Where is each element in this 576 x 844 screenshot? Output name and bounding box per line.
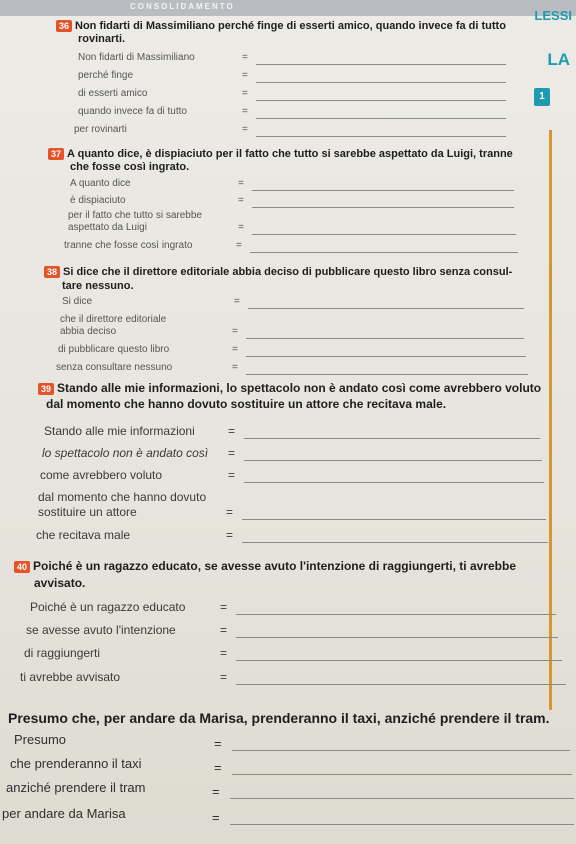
row-label: sostituire un attore — [38, 505, 137, 519]
side-number: 1 — [534, 88, 550, 106]
row-label: quando invece fa di tutto — [78, 106, 187, 117]
answer-blank[interactable] — [256, 118, 506, 119]
equals-sign: = — [228, 446, 236, 460]
answer-blank[interactable] — [252, 207, 514, 208]
row-label: senza consultare nessuno — [56, 362, 173, 373]
equals-sign: = — [226, 505, 234, 519]
exercise-number: 39 — [38, 383, 54, 395]
answer-row — [0, 88, 576, 104]
header-bar — [0, 0, 576, 16]
answer-row — [0, 222, 576, 238]
equals-sign: = — [228, 424, 236, 438]
answer-blank[interactable] — [256, 82, 506, 83]
exercise-number: 40 — [14, 561, 30, 573]
answer-row — [0, 178, 576, 194]
equals-sign: = — [212, 784, 220, 799]
row-label: Presumo — [14, 732, 67, 747]
equals-sign: = — [220, 646, 228, 660]
row-label: A quanto dice — [70, 178, 131, 189]
row-label: che prenderanno il taxi — [10, 756, 142, 771]
answer-blank[interactable] — [256, 136, 506, 137]
row-label: come avrebbero voluto — [40, 468, 163, 482]
equals-sign: = — [242, 124, 248, 135]
exercise-37-prompt — [48, 148, 513, 161]
answer-row — [0, 195, 576, 211]
answer-blank[interactable] — [242, 542, 548, 543]
answer-row — [0, 670, 576, 686]
answer-row — [0, 240, 576, 256]
equals-sign: = — [242, 88, 248, 99]
answer-blank[interactable] — [236, 614, 556, 615]
row-label: per andare da Marisa — [2, 806, 126, 821]
equals-sign: = — [220, 623, 228, 637]
prompt-line: A quanto dice, è dispiaciuto per il fatto che tutto si sarebbe aspettato da Luigi, tranne — [67, 148, 513, 160]
answer-row — [0, 780, 576, 799]
answer-row — [0, 446, 576, 462]
prompt-line: Stando alle mie informazioni, lo spettacolo non è andato così come avrebbero voluto — [57, 381, 542, 395]
exercise-40-prompt-cont: avvisato. — [34, 576, 86, 590]
answer-row — [0, 326, 576, 342]
exercise-38-prompt — [44, 266, 512, 279]
equals-sign: = — [238, 222, 244, 233]
answer-blank[interactable] — [250, 252, 518, 253]
row-label: di raggiungerti — [24, 646, 101, 660]
equals-sign: = — [242, 70, 248, 81]
equals-sign: = — [226, 528, 234, 542]
equals-sign: = — [232, 362, 238, 373]
prompt-line: Non fidarti di Massimiliano perché finge di esserti amico, quando invece fa di tutto — [75, 20, 506, 32]
row-label: tranne che fosse così ingrato — [64, 240, 193, 251]
answer-blank[interactable] — [244, 460, 542, 461]
row-label: di pubblicare questo libro — [58, 344, 170, 355]
row-label: che il direttore editoriale — [60, 314, 167, 325]
row-label: per il fatto che tutto si sarebbe — [68, 210, 202, 221]
answer-row — [0, 362, 576, 378]
answer-blank[interactable] — [236, 684, 566, 685]
exercise-39-prompt — [38, 382, 541, 395]
answer-blank[interactable] — [246, 356, 526, 357]
answer-blank[interactable] — [232, 750, 570, 751]
answer-blank[interactable] — [230, 824, 574, 825]
row-label: anziché prendere il tram — [6, 780, 146, 795]
answer-row — [0, 296, 576, 312]
equals-sign: = — [238, 178, 244, 189]
row-label: dal momento che hanno dovuto — [38, 490, 207, 504]
answer-blank[interactable] — [246, 338, 524, 339]
equals-sign: = — [242, 106, 248, 117]
row-label: ti avrebbe avvisato — [20, 670, 121, 684]
equals-sign: = — [234, 296, 240, 307]
side-label: LA — [547, 50, 570, 69]
answer-blank[interactable] — [236, 660, 562, 661]
row-label: Poiché è un ragazzo educato — [30, 600, 186, 614]
answer-row — [0, 600, 576, 616]
row-label: per rovinarti — [74, 124, 127, 135]
answer-row — [0, 505, 576, 521]
answer-blank[interactable] — [256, 100, 506, 101]
exercise-number: 38 — [44, 266, 60, 278]
answer-blank[interactable] — [256, 64, 506, 65]
row-label: aspettato da Luigi — [68, 222, 147, 233]
equals-sign: = — [236, 240, 242, 251]
row-label: lo spettacolo non è andato così — [42, 446, 209, 460]
equals-sign: = — [228, 468, 236, 482]
exercise-37-prompt-cont: che fosse così ingrato. — [70, 161, 190, 173]
exercise-number: 37 — [48, 148, 64, 160]
answer-blank[interactable] — [244, 438, 540, 439]
side-title: LESSI — [534, 8, 572, 23]
exercise-41-prompt: Presumo che, per andare da Marisa, prenderanno il taxi, anziché prendere il tram. — [8, 710, 550, 726]
exercise-39-prompt-cont: dal momento che hanno dovuto sostituire un attore che recitava male. — [46, 397, 447, 411]
answer-blank[interactable] — [246, 374, 528, 375]
answer-row — [0, 806, 576, 825]
prompt-line: Si dice che il direttore editoriale abbia deciso di pubblicare questo libro senza consul- — [63, 266, 513, 278]
answer-blank[interactable] — [252, 190, 514, 191]
exercise-number: 36 — [56, 20, 72, 32]
row-label: Stando alle mie informazioni — [44, 424, 195, 438]
answer-row — [0, 646, 576, 662]
answer-row — [0, 124, 576, 140]
equals-sign: = — [214, 736, 222, 751]
answer-blank[interactable] — [232, 774, 572, 775]
answer-row — [0, 490, 576, 506]
answer-row — [0, 528, 576, 544]
equals-sign: = — [232, 326, 238, 337]
answer-row — [0, 623, 576, 639]
answer-row — [0, 732, 576, 751]
series-label: CONSOLIDAMENTO — [130, 2, 235, 11]
equals-sign: = — [242, 52, 248, 63]
row-label: Si dice — [62, 296, 93, 307]
answer-blank[interactable] — [248, 308, 524, 309]
answer-blank[interactable] — [244, 482, 544, 483]
exercise-38-prompt-cont: tare nessuno. — [62, 280, 134, 292]
answer-blank[interactable] — [230, 798, 574, 799]
equals-sign: = — [238, 195, 244, 206]
row-label: è dispiaciuto — [70, 195, 126, 206]
equals-sign: = — [232, 344, 238, 355]
equals-sign: = — [212, 810, 220, 825]
answer-blank[interactable] — [236, 637, 558, 638]
answer-row — [0, 468, 576, 484]
exercise-36-prompt — [56, 20, 506, 33]
answer-row — [0, 756, 576, 775]
answer-row — [0, 52, 576, 68]
answer-row — [0, 70, 576, 86]
row-label: se avesse avuto l'intenzione — [26, 623, 176, 637]
answer-row — [0, 344, 576, 360]
equals-sign: = — [214, 760, 222, 775]
row-label: Non fidarti di Massimiliano — [78, 52, 195, 63]
exercise-40-prompt — [14, 560, 516, 573]
row-label: abbia deciso — [60, 326, 117, 337]
equals-sign: = — [220, 670, 228, 684]
answer-blank[interactable] — [252, 234, 516, 235]
exercise-36-prompt-cont: rovinarti. — [78, 33, 126, 45]
answer-row — [0, 424, 576, 440]
answer-row — [0, 106, 576, 122]
answer-blank[interactable] — [242, 519, 546, 520]
row-label: che recitava male — [36, 528, 131, 542]
equals-sign: = — [220, 600, 228, 614]
prompt-line: Poiché è un ragazzo educato, se avesse avuto l'intenzione di raggiungerti, ti avrebbe — [33, 559, 516, 573]
row-label: di esserti amico — [78, 88, 148, 99]
row-label: perché finge — [78, 70, 134, 81]
